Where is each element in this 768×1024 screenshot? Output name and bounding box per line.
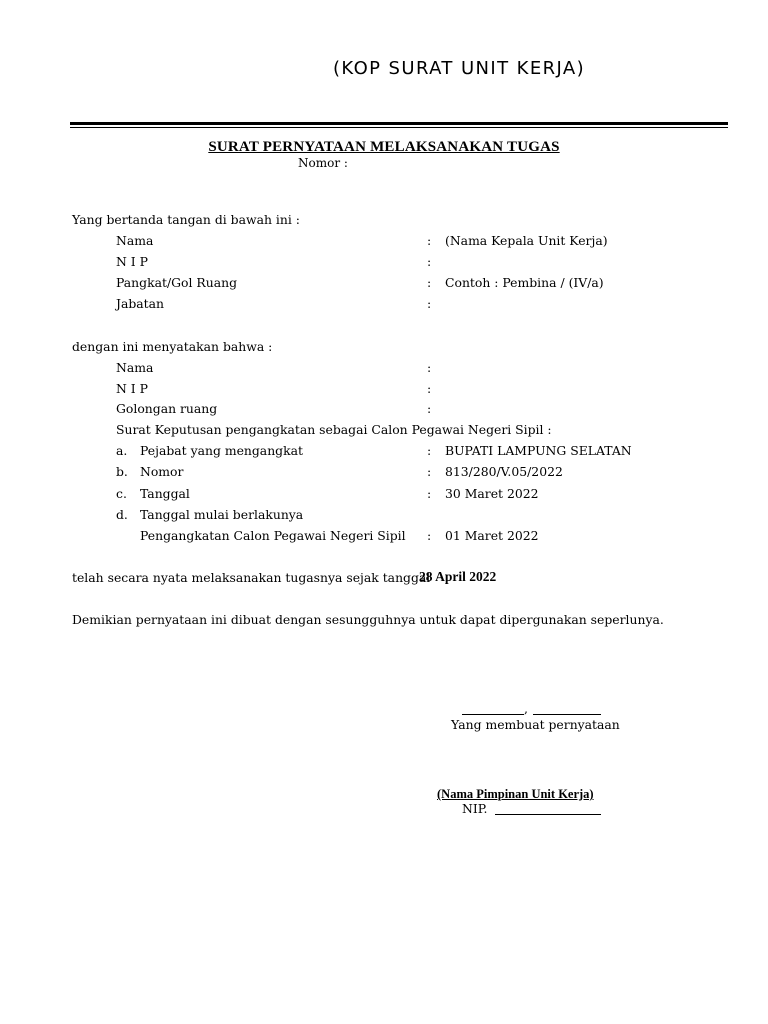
section1-intro: Yang bertanda tangan di bawah ini : (72, 212, 300, 227)
s2-grade-label: Golongan ruang (116, 401, 218, 416)
sk-c-colon: : (427, 486, 432, 501)
letterhead-rule-thick (70, 122, 728, 125)
sk-b-letter: b. (116, 464, 128, 479)
signatory-nip-label: NIP. (462, 801, 488, 816)
sk-d-colon: : (427, 528, 432, 543)
sk-c-value: 30 Maret 2022 (445, 486, 539, 501)
s1-name-label: Nama (116, 233, 154, 248)
signatory-name: (Nama Pimpinan Unit Kerja) (437, 787, 594, 801)
s1-name-value: (Nama Kepala Unit Kerja) (445, 233, 608, 248)
sk-a-label: Pejabat yang mengangkat (140, 443, 303, 458)
s2-grade-colon: : (427, 401, 432, 416)
sk-a-letter: a. (116, 443, 128, 458)
sk-d-label-line2: Pengangkatan Calon Pegawai Negeri Sipil (140, 528, 406, 543)
sk-a-value: BUPATI LAMPUNG SELATAN (445, 443, 632, 458)
sk-a-colon: : (427, 443, 432, 458)
section2-intro: dengan ini menyatakan bahwa : (72, 339, 273, 354)
s1-rank-colon: : (427, 275, 432, 290)
s1-position-colon: : (427, 296, 432, 311)
signature-maker-label: Yang membuat pernyataan (451, 717, 620, 732)
s2-name-colon: : (427, 360, 432, 375)
sk-intro: Surat Keputusan pengangkatan sebagai Calon Pegawai Negeri Sipil : (116, 422, 552, 437)
place-date-comma: , (524, 701, 528, 716)
sk-d-letter: d. (116, 507, 128, 522)
document-title: SURAT PERNYATAAN MELAKSANAKAN TUGAS (208, 139, 560, 155)
document-number-label: Nomor : (298, 156, 348, 170)
signatory-nip-blank (495, 814, 601, 815)
place-blank (462, 714, 524, 715)
s2-name-label: Nama (116, 360, 154, 375)
letterhead-rule-thin (70, 127, 728, 128)
statement-text: telah secara nyata melaksanakan tugasnya sejak tanggal (72, 570, 431, 585)
sk-b-label: Nomor (140, 464, 184, 479)
sk-c-letter: c. (116, 486, 127, 501)
sk-d-value: 01 Maret 2022 (445, 528, 539, 543)
s1-nip-colon: : (427, 254, 432, 269)
s1-rank-label: Pangkat/Gol Ruang (116, 275, 237, 290)
closing-text: Demikian pernyataan ini dibuat dengan sesungguhnya untuk dapat dipergunakan seperlunya. (72, 612, 664, 627)
sk-b-colon: : (427, 464, 432, 479)
s1-position-label: Jabatan (116, 296, 165, 311)
sk-d-label: Tanggal mulai berlakunya (140, 507, 304, 522)
s1-name-colon: : (427, 233, 432, 248)
letterhead-placeholder: (KOP SURAT UNIT KERJA) (332, 58, 586, 79)
date-blank (533, 714, 601, 715)
s2-nip-colon: : (427, 381, 432, 396)
s1-rank-value: Contoh : Pembina / (IV/a) (445, 275, 604, 290)
statement-date: 28 April 2022 (419, 569, 497, 584)
s2-nip-label: N I P (116, 381, 148, 396)
sk-c-label: Tanggal (140, 486, 190, 501)
s1-nip-label: N I P (116, 254, 148, 269)
sk-b-value: 813/280/V.05/2022 (445, 464, 563, 479)
